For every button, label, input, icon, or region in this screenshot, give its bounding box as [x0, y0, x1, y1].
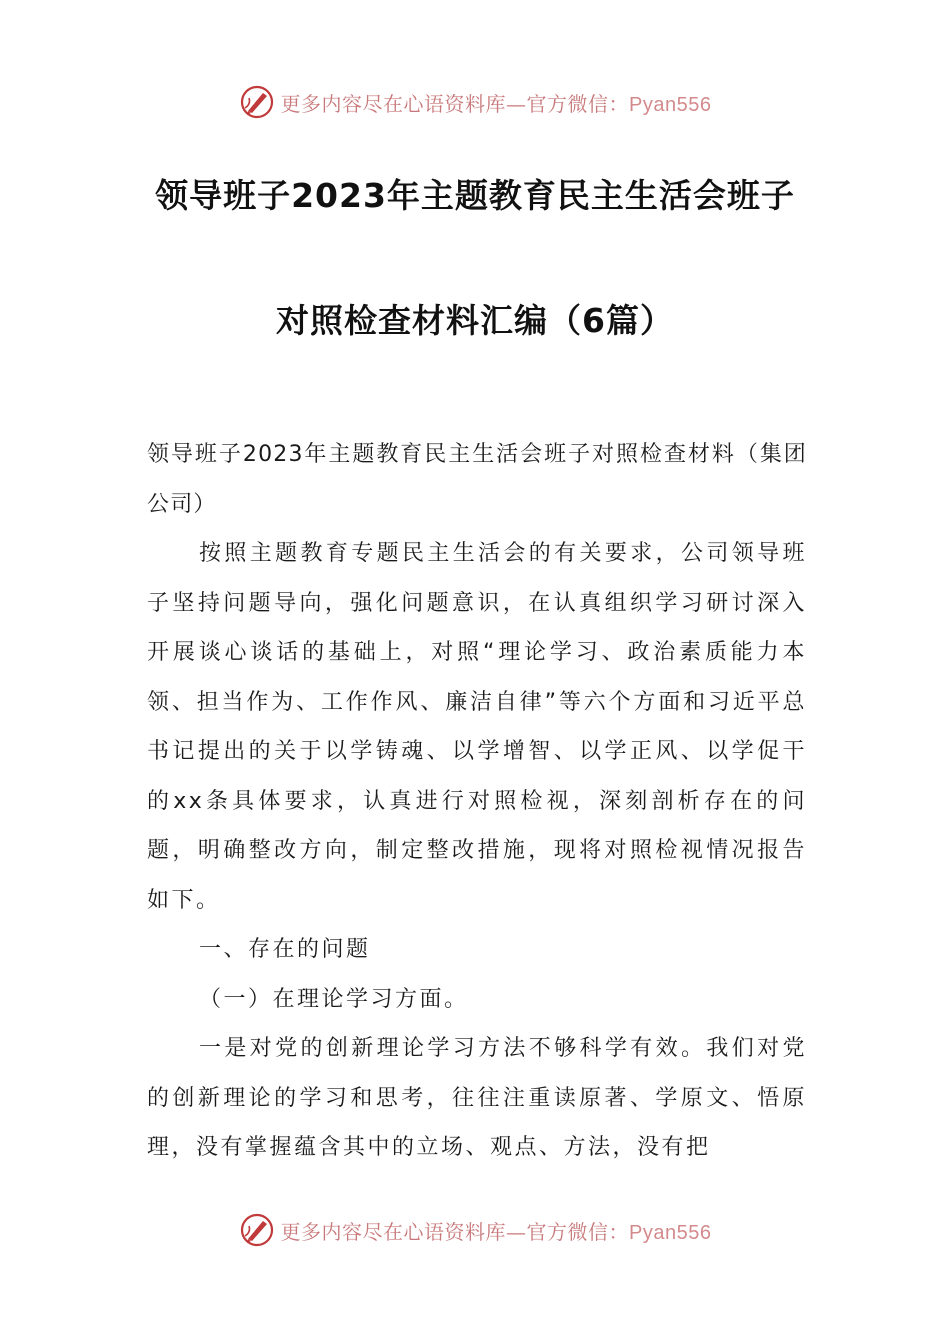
watermark-wechat-id: Pyan556: [629, 1221, 712, 1244]
document-title-line-2: 对照检查材料汇编（6篇）: [276, 301, 674, 340]
watermark-wechat-label: 官方微信：: [526, 91, 630, 116]
watermark-wechat-id: Pyan556: [629, 93, 712, 116]
pen-logo-icon: [239, 84, 275, 120]
paragraph-intro: 按照主题教育专题民主生活会的有关要求，公司领导班子坚持问题导向，强化问题意识，在认真组织学习研讨深入开展谈心谈话的基础上，对照“理论学习、政治素质能力本领、担当作为、工作作风、廉洁自律”等六个方面和习近平总书记提出的关于以学铸魂、以学增智、以学正风、以学促干的xx条具体要求，认真进行对照检视，深刻剖析存在的问题，明确整改方向，制定整改措施，现将对照检视情况报告如下。: [147, 541, 807, 913]
document-subtitle: 领导班子2023年主题教育民主生活会班子对照检查材料（集团公司）: [147, 442, 807, 517]
watermark-separator: —: [506, 91, 527, 116]
watermark-banner-bottom: [0, 1208, 950, 1252]
document-body: [147, 430, 807, 1173]
watermark-site-text: 更多内容尽在心语资料库: [280, 91, 507, 116]
pen-logo-icon: [239, 1212, 275, 1248]
watermark-site-text: 更多内容尽在心语资料库: [280, 1219, 507, 1244]
watermark-separator: —: [506, 1219, 527, 1244]
watermark-wechat-label: 官方微信：: [526, 1219, 630, 1244]
document-title-line-1: 领导班子2023年主题教育民主生活会班子: [155, 176, 795, 215]
subsection-heading: （一）在理论学习方面。: [199, 986, 469, 1012]
watermark-text: [281, 88, 712, 117]
paragraph-point-one: 一是对党的创新理论学习方法不够科学有效。我们对党的创新理论的学习和思考，往往注重读原著、学原文、悟原理，没有掌握蕴含其中的立场、观点、方法，没有把: [147, 1036, 807, 1160]
watermark-banner-top: [0, 80, 950, 124]
watermark-text: [281, 1216, 712, 1245]
section-heading: 一、存在的问题: [199, 937, 371, 962]
